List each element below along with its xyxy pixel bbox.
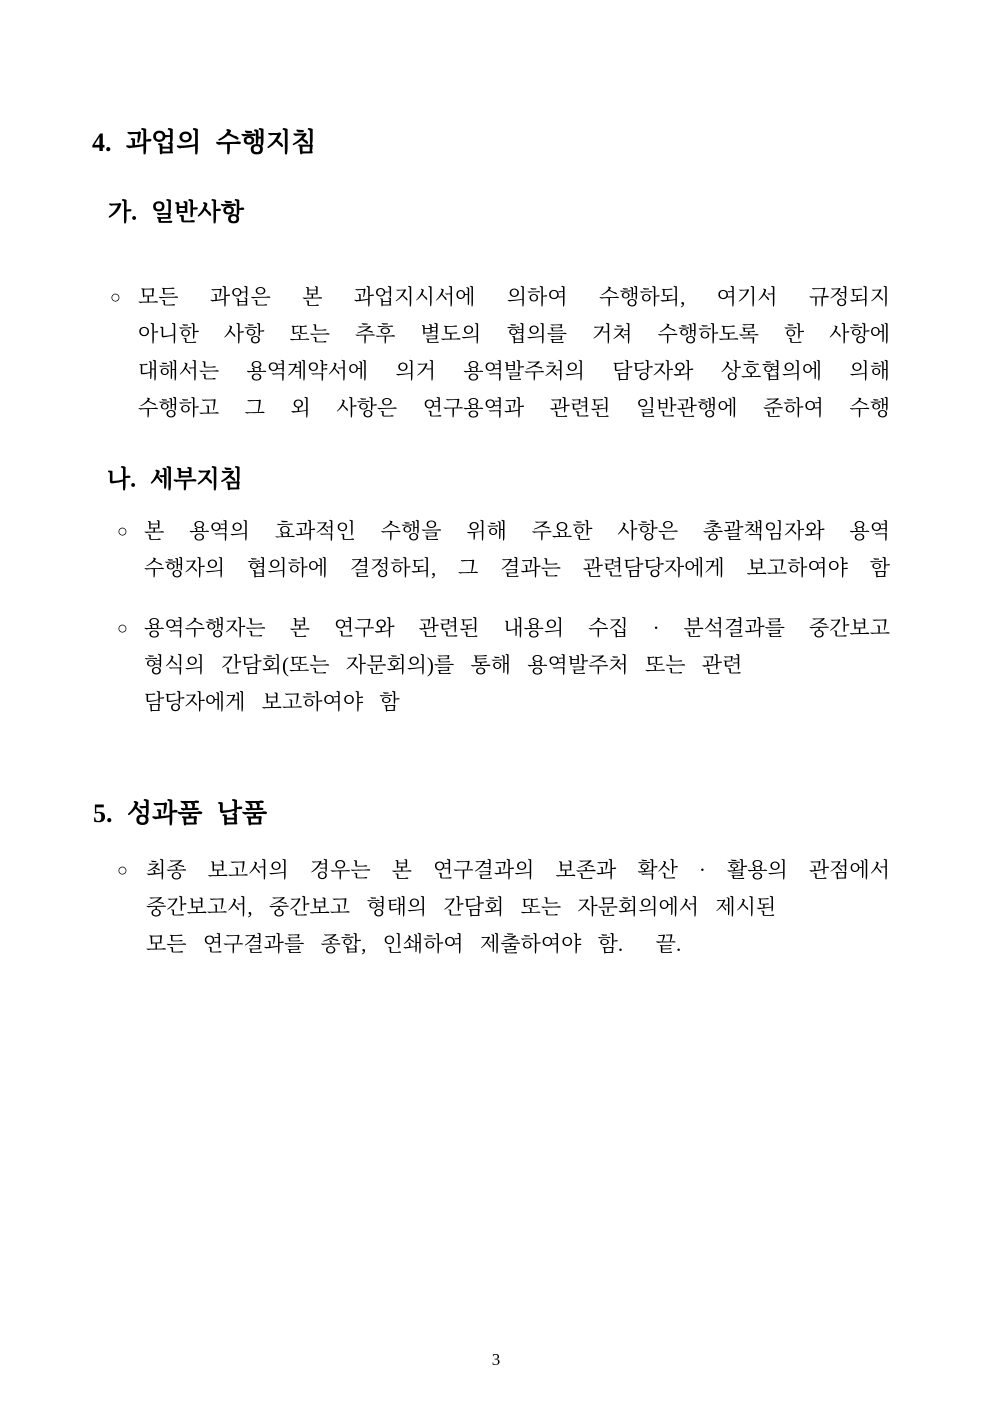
- circle-bullet-icon: ○: [117, 860, 128, 880]
- section-5-heading: 5. 성과품 납품: [93, 799, 268, 828]
- paragraph-line: 본 용역의 효과적인 수행을 위해 주요한 사항은 총괄책임자와 용역: [144, 519, 890, 543]
- paragraph-line: 수행자의 협의하에 결정하되, 그 결과는 관련담당자에게 보고하여야 함: [144, 556, 890, 580]
- paragraph-line: 아니한 사항 또는 추후 별도의 협의를 거쳐 수행하도록 한 사항에: [138, 322, 890, 346]
- paragraph-line: 수행하고 그 외 사항은 연구용역과 관련된 일반관행에 준하여 수행: [138, 396, 890, 420]
- section-4a-heading: 가. 일반사항: [108, 200, 244, 226]
- circle-bullet-icon: ○: [117, 521, 128, 541]
- circle-bullet-icon: ○: [117, 618, 128, 638]
- paragraph-line: 모든 연구결과를 종합, 인쇄하여 제출하여야 함. 끝.: [146, 932, 682, 956]
- paragraph-line: 형식의 간담회(또는 자문회의)를 통해 용역발주처 또는 관련: [144, 653, 743, 677]
- paragraph-line: 중간보고서, 중간보고 형태의 간담회 또는 자문회의에서 제시된: [146, 895, 777, 919]
- bullet-item-detail-1: [117, 513, 890, 587]
- paragraph-line: 담당자에게 보고하여야 함: [144, 690, 400, 714]
- paragraph-line: 최종 보고서의 경우는 본 연구결과의 보존과 확산 · 활용의 관점에서: [146, 858, 890, 882]
- paragraph-line: 모든 과업은 본 과업지시서에 의하여 수행하되, 여기서 규정되지: [138, 285, 890, 309]
- bullet-item-detail-2: [117, 610, 890, 721]
- section-4b-heading: 나. 세부지침: [107, 467, 243, 493]
- bullet-text-block: [144, 610, 890, 721]
- circle-bullet-icon: ○: [110, 287, 121, 307]
- bullet-item-delivery-1: [117, 852, 890, 963]
- section-4-heading: 4. 과업의 수행지침: [92, 128, 317, 157]
- bullet-text-block: [138, 279, 890, 427]
- paragraph-line: 대해서는 용역계약서에 의거 용역발주처의 담당자와 상호협의에 의해: [138, 359, 890, 383]
- page-number: 3: [491, 1350, 501, 1369]
- bullet-item-general-1: [110, 279, 890, 427]
- bullet-text-block: [144, 513, 890, 587]
- bullet-text-block: [146, 852, 890, 963]
- paragraph-line: 용역수행자는 본 연구와 관련된 내용의 수집 · 분석결과를 중간보고: [144, 616, 890, 640]
